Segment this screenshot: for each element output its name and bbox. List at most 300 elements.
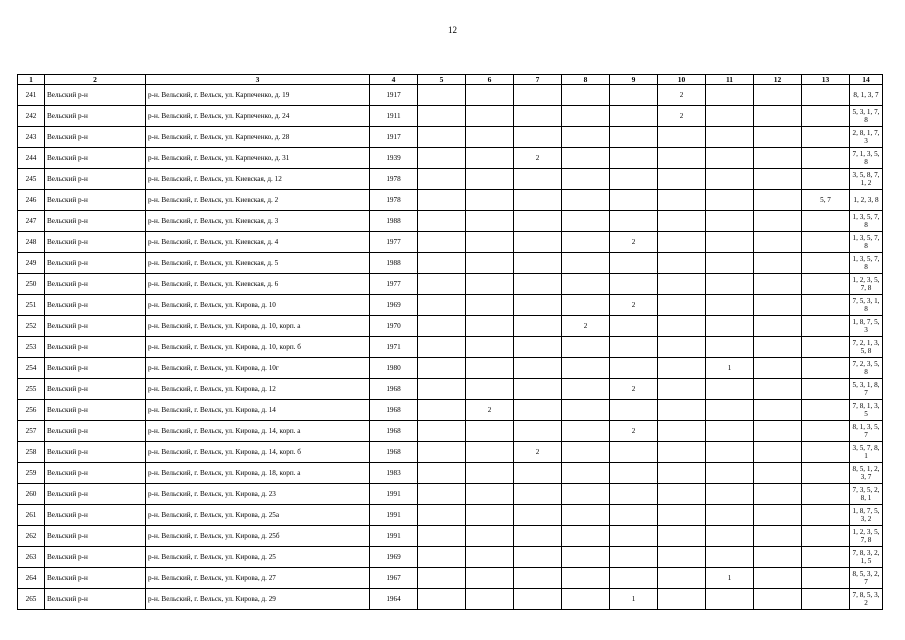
col13-cell xyxy=(802,358,850,379)
col11-cell xyxy=(706,85,754,106)
address-cell: р-н. Вельский, г. Вельск, ул. Киевская, д. 4 xyxy=(146,232,370,253)
table-header xyxy=(18,75,883,85)
col11-cell xyxy=(706,316,754,337)
col7-cell xyxy=(514,505,562,526)
col7-cell xyxy=(514,484,562,505)
col10-cell xyxy=(658,547,706,568)
col7-cell xyxy=(514,295,562,316)
col8-cell xyxy=(562,295,610,316)
col10-cell xyxy=(658,253,706,274)
col6-cell xyxy=(466,85,514,106)
col13-cell xyxy=(802,379,850,400)
col12-cell xyxy=(754,232,802,253)
col12-cell xyxy=(754,211,802,232)
col7-cell: 2 xyxy=(514,442,562,463)
col13-cell xyxy=(802,400,850,421)
row-number-cell: 247 xyxy=(18,211,45,232)
table-row xyxy=(18,526,883,547)
district-cell: Вельский р-н xyxy=(45,85,146,106)
col9-cell xyxy=(610,148,658,169)
col5-cell xyxy=(418,211,466,232)
col14-cell: 7, 2, 3, 5, 8 xyxy=(850,358,883,379)
year-cell: 1968 xyxy=(370,400,418,421)
col5-cell xyxy=(418,148,466,169)
address-cell: р-н. Вельский, г. Вельск, ул. Кирова, д. 14, корп. б xyxy=(146,442,370,463)
col10-cell xyxy=(658,295,706,316)
table-row xyxy=(18,421,883,442)
col8-cell xyxy=(562,547,610,568)
year-cell: 1969 xyxy=(370,295,418,316)
col10-cell xyxy=(658,148,706,169)
column-header-11: 11 xyxy=(706,75,754,85)
address-cell: р-н. Вельский, г. Вельск, ул. Кирова, д. 10, корп. а xyxy=(146,316,370,337)
column-header-2: 2 xyxy=(45,75,146,85)
address-cell: р-н. Вельский, г. Вельск, ул. Киевская, д. 5 xyxy=(146,253,370,274)
table-row xyxy=(18,274,883,295)
col9-cell xyxy=(610,463,658,484)
col14-cell: 1, 2, 3, 8 xyxy=(850,190,883,211)
district-cell: Вельский р-н xyxy=(45,337,146,358)
col6-cell xyxy=(466,337,514,358)
table-row xyxy=(18,106,883,127)
year-cell: 1970 xyxy=(370,316,418,337)
col7-cell xyxy=(514,316,562,337)
col14-cell: 7, 8, 1, 3, 5 xyxy=(850,400,883,421)
district-cell: Вельский р-н xyxy=(45,274,146,295)
col12-cell xyxy=(754,400,802,421)
col14-cell: 5, 3, 1, 8, 7 xyxy=(850,379,883,400)
col5-cell xyxy=(418,421,466,442)
col11-cell xyxy=(706,442,754,463)
col13-cell xyxy=(802,148,850,169)
col13-cell xyxy=(802,232,850,253)
col12-cell xyxy=(754,484,802,505)
column-header-5: 5 xyxy=(418,75,466,85)
table-row xyxy=(18,589,883,610)
district-cell: Вельский р-н xyxy=(45,127,146,148)
col9-cell xyxy=(610,106,658,127)
row-number-cell: 245 xyxy=(18,169,45,190)
col12-cell xyxy=(754,169,802,190)
col6-cell xyxy=(466,274,514,295)
col7-cell xyxy=(514,547,562,568)
district-cell: Вельский р-н xyxy=(45,316,146,337)
col6-cell xyxy=(466,169,514,190)
col7-cell xyxy=(514,379,562,400)
year-cell: 1983 xyxy=(370,463,418,484)
row-number-cell: 241 xyxy=(18,85,45,106)
col13-cell: 5, 7 xyxy=(802,190,850,211)
col7-cell xyxy=(514,106,562,127)
table-row xyxy=(18,232,883,253)
year-cell: 1977 xyxy=(370,274,418,295)
year-cell: 1967 xyxy=(370,568,418,589)
row-number-cell: 246 xyxy=(18,190,45,211)
district-cell: Вельский р-н xyxy=(45,526,146,547)
col5-cell xyxy=(418,463,466,484)
row-number-cell: 255 xyxy=(18,379,45,400)
col14-cell: 5, 3, 1, 7, 8 xyxy=(850,106,883,127)
col14-cell: 7, 5, 3, 1, 8 xyxy=(850,295,883,316)
col14-cell: 1, 8, 7, 5, 3 xyxy=(850,316,883,337)
row-number-cell: 252 xyxy=(18,316,45,337)
col9-cell: 2 xyxy=(610,295,658,316)
year-cell: 1991 xyxy=(370,526,418,547)
row-number-cell: 251 xyxy=(18,295,45,316)
col12-cell xyxy=(754,127,802,148)
col8-cell xyxy=(562,232,610,253)
col11-cell xyxy=(706,148,754,169)
col14-cell: 7, 3, 5, 2, 8, 1 xyxy=(850,484,883,505)
col14-cell: 3, 5, 7, 8, 1 xyxy=(850,442,883,463)
col14-cell: 7, 8, 3, 2, 1, 5 xyxy=(850,547,883,568)
district-cell: Вельский р-н xyxy=(45,358,146,379)
col13-cell xyxy=(802,421,850,442)
col6-cell xyxy=(466,127,514,148)
col6-cell xyxy=(466,148,514,169)
col9-cell: 1 xyxy=(610,589,658,610)
address-cell: р-н. Вельский, г. Вельск, ул. Кирова, д. 10г xyxy=(146,358,370,379)
col14-cell: 1, 3, 5, 7, 8 xyxy=(850,211,883,232)
col12-cell xyxy=(754,295,802,316)
col5-cell xyxy=(418,232,466,253)
col11-cell xyxy=(706,211,754,232)
row-number-cell: 244 xyxy=(18,148,45,169)
col12-cell xyxy=(754,442,802,463)
year-cell: 1991 xyxy=(370,484,418,505)
col10-cell xyxy=(658,337,706,358)
col14-cell: 1, 2, 3, 5, 7, 8 xyxy=(850,274,883,295)
col10-cell xyxy=(658,232,706,253)
column-header-7: 7 xyxy=(514,75,562,85)
col10-cell xyxy=(658,442,706,463)
col10-cell xyxy=(658,379,706,400)
col13-cell xyxy=(802,169,850,190)
col14-cell: 7, 1, 3, 5, 8 xyxy=(850,148,883,169)
col9-cell xyxy=(610,400,658,421)
col7-cell xyxy=(514,463,562,484)
table-row xyxy=(18,169,883,190)
col6-cell xyxy=(466,358,514,379)
col8-cell xyxy=(562,484,610,505)
column-header-12: 12 xyxy=(754,75,802,85)
col9-cell xyxy=(610,169,658,190)
district-cell: Вельский р-н xyxy=(45,148,146,169)
row-number-cell: 258 xyxy=(18,442,45,463)
col7-cell xyxy=(514,253,562,274)
year-cell: 1911 xyxy=(370,106,418,127)
header-row xyxy=(18,75,883,85)
col8-cell xyxy=(562,421,610,442)
col7-cell xyxy=(514,232,562,253)
column-header-9: 9 xyxy=(610,75,658,85)
district-cell: Вельский р-н xyxy=(45,421,146,442)
col8-cell xyxy=(562,106,610,127)
col14-cell: 1, 8, 7, 5, 3, 2 xyxy=(850,505,883,526)
district-cell: Вельский р-н xyxy=(45,463,146,484)
col14-cell: 8, 1, 3, 7 xyxy=(850,85,883,106)
col6-cell xyxy=(466,526,514,547)
column-header-3: 3 xyxy=(146,75,370,85)
col7-cell: 2 xyxy=(514,148,562,169)
col10-cell: 2 xyxy=(658,85,706,106)
year-cell: 1939 xyxy=(370,148,418,169)
row-number-cell: 243 xyxy=(18,127,45,148)
address-cell: р-н. Вельский, г. Вельск, ул. Кирова, д. 25б xyxy=(146,526,370,547)
col10-cell xyxy=(658,190,706,211)
row-number-cell: 249 xyxy=(18,253,45,274)
district-cell: Вельский р-н xyxy=(45,190,146,211)
district-cell: Вельский р-н xyxy=(45,505,146,526)
address-cell: р-н. Вельский, г. Вельск, ул. Карпеченко, д. 24 xyxy=(146,106,370,127)
col11-cell: 1 xyxy=(706,568,754,589)
table-row xyxy=(18,505,883,526)
col12-cell xyxy=(754,274,802,295)
col9-cell xyxy=(610,274,658,295)
col5-cell xyxy=(418,505,466,526)
col6-cell xyxy=(466,379,514,400)
table-row xyxy=(18,463,883,484)
col5-cell xyxy=(418,106,466,127)
address-cell: р-н. Вельский, г. Вельск, ул. Карпеченко, д. 19 xyxy=(146,85,370,106)
col7-cell xyxy=(514,211,562,232)
col6-cell: 2 xyxy=(466,400,514,421)
col8-cell xyxy=(562,127,610,148)
column-header-13: 13 xyxy=(802,75,850,85)
col12-cell xyxy=(754,568,802,589)
district-cell: Вельский р-н xyxy=(45,400,146,421)
table-row xyxy=(18,358,883,379)
address-cell: р-н. Вельский, г. Вельск, ул. Кирова, д. 25а xyxy=(146,505,370,526)
row-number-cell: 248 xyxy=(18,232,45,253)
col6-cell xyxy=(466,253,514,274)
address-cell: р-н. Вельский, г. Вельск, ул. Киевская, д. 12 xyxy=(146,169,370,190)
col6-cell xyxy=(466,211,514,232)
col8-cell xyxy=(562,379,610,400)
col6-cell xyxy=(466,421,514,442)
col12-cell xyxy=(754,85,802,106)
col9-cell xyxy=(610,547,658,568)
col5-cell xyxy=(418,379,466,400)
district-cell: Вельский р-н xyxy=(45,211,146,232)
housing-registry-table xyxy=(17,74,883,610)
col12-cell xyxy=(754,379,802,400)
col13-cell xyxy=(802,568,850,589)
district-cell: Вельский р-н xyxy=(45,106,146,127)
col10-cell xyxy=(658,568,706,589)
col11-cell xyxy=(706,127,754,148)
col13-cell xyxy=(802,505,850,526)
col5-cell xyxy=(418,547,466,568)
table-row xyxy=(18,211,883,232)
row-number-cell: 262 xyxy=(18,526,45,547)
col14-cell: 8, 1, 3, 5, 7 xyxy=(850,421,883,442)
col11-cell xyxy=(706,190,754,211)
table-row xyxy=(18,85,883,106)
col14-cell: 3, 5, 8, 7, 1, 2 xyxy=(850,169,883,190)
col5-cell xyxy=(418,274,466,295)
col5-cell xyxy=(418,127,466,148)
col12-cell xyxy=(754,505,802,526)
col9-cell xyxy=(610,85,658,106)
col9-cell xyxy=(610,442,658,463)
col12-cell xyxy=(754,589,802,610)
address-cell: р-н. Вельский, г. Вельск, ул. Карпеченко, д. 28 xyxy=(146,127,370,148)
col8-cell xyxy=(562,442,610,463)
col5-cell xyxy=(418,169,466,190)
col5-cell xyxy=(418,316,466,337)
col9-cell xyxy=(610,337,658,358)
column-header-10: 10 xyxy=(658,75,706,85)
col12-cell xyxy=(754,148,802,169)
column-header-8: 8 xyxy=(562,75,610,85)
col6-cell xyxy=(466,106,514,127)
col5-cell xyxy=(418,190,466,211)
col9-cell xyxy=(610,127,658,148)
col7-cell xyxy=(514,169,562,190)
district-cell: Вельский р-н xyxy=(45,484,146,505)
col7-cell xyxy=(514,526,562,547)
table-row xyxy=(18,568,883,589)
col6-cell xyxy=(466,316,514,337)
year-cell: 1980 xyxy=(370,358,418,379)
col13-cell xyxy=(802,442,850,463)
col8-cell xyxy=(562,148,610,169)
col5-cell xyxy=(418,337,466,358)
col13-cell xyxy=(802,85,850,106)
col6-cell xyxy=(466,295,514,316)
col7-cell xyxy=(514,85,562,106)
address-cell: р-н. Вельский, г. Вельск, ул. Кирова, д. 25 xyxy=(146,547,370,568)
table-row xyxy=(18,484,883,505)
col9-cell xyxy=(610,484,658,505)
year-cell: 1968 xyxy=(370,379,418,400)
col5-cell xyxy=(418,253,466,274)
column-header-6: 6 xyxy=(466,75,514,85)
col13-cell xyxy=(802,127,850,148)
col10-cell xyxy=(658,505,706,526)
district-cell: Вельский р-н xyxy=(45,568,146,589)
col7-cell xyxy=(514,568,562,589)
col13-cell xyxy=(802,337,850,358)
row-number-cell: 250 xyxy=(18,274,45,295)
address-cell: р-н. Вельский, г. Вельск, ул. Кирова, д. 18, корп. а xyxy=(146,463,370,484)
col8-cell xyxy=(562,589,610,610)
table-row xyxy=(18,316,883,337)
district-cell: Вельский р-н xyxy=(45,379,146,400)
col12-cell xyxy=(754,463,802,484)
col13-cell xyxy=(802,316,850,337)
col9-cell: 2 xyxy=(610,379,658,400)
table-row xyxy=(18,547,883,568)
col8-cell xyxy=(562,211,610,232)
col7-cell xyxy=(514,337,562,358)
col7-cell xyxy=(514,589,562,610)
col13-cell xyxy=(802,547,850,568)
year-cell: 1969 xyxy=(370,547,418,568)
col8-cell: 2 xyxy=(562,316,610,337)
row-number-cell: 253 xyxy=(18,337,45,358)
district-cell: Вельский р-н xyxy=(45,295,146,316)
col11-cell xyxy=(706,400,754,421)
col5-cell xyxy=(418,568,466,589)
year-cell: 1917 xyxy=(370,85,418,106)
col5-cell xyxy=(418,526,466,547)
col13-cell xyxy=(802,463,850,484)
col8-cell xyxy=(562,169,610,190)
col11-cell xyxy=(706,589,754,610)
col11-cell xyxy=(706,505,754,526)
col14-cell: 1, 3, 5, 7, 8 xyxy=(850,253,883,274)
col13-cell xyxy=(802,106,850,127)
col11-cell xyxy=(706,274,754,295)
col7-cell xyxy=(514,127,562,148)
col8-cell xyxy=(562,400,610,421)
col9-cell xyxy=(610,568,658,589)
col9-cell: 2 xyxy=(610,232,658,253)
col12-cell xyxy=(754,358,802,379)
col8-cell xyxy=(562,85,610,106)
col11-cell xyxy=(706,253,754,274)
col14-cell: 8, 5, 3, 2, 7 xyxy=(850,568,883,589)
row-number-cell: 259 xyxy=(18,463,45,484)
address-cell: р-н. Вельский, г. Вельск, ул. Кирова, д. 12 xyxy=(146,379,370,400)
col9-cell xyxy=(610,505,658,526)
year-cell: 1977 xyxy=(370,232,418,253)
col8-cell xyxy=(562,274,610,295)
col14-cell: 7, 8, 5, 3, 2 xyxy=(850,589,883,610)
col11-cell xyxy=(706,526,754,547)
col11-cell: 1 xyxy=(706,358,754,379)
col5-cell xyxy=(418,85,466,106)
col14-cell: 7, 2, 1, 3, 5, 8 xyxy=(850,337,883,358)
col11-cell xyxy=(706,106,754,127)
col11-cell xyxy=(706,379,754,400)
year-cell: 1991 xyxy=(370,505,418,526)
col6-cell xyxy=(466,484,514,505)
col11-cell xyxy=(706,421,754,442)
address-cell: р-н. Вельский, г. Вельск, ул. Кирова, д. 10, корп. б xyxy=(146,337,370,358)
row-number-cell: 261 xyxy=(18,505,45,526)
col13-cell xyxy=(802,484,850,505)
address-cell: р-н. Вельский, г. Вельск, ул. Киевская, д. 3 xyxy=(146,211,370,232)
year-cell: 1988 xyxy=(370,211,418,232)
col10-cell xyxy=(658,484,706,505)
col10-cell xyxy=(658,400,706,421)
col11-cell xyxy=(706,337,754,358)
col14-cell: 1, 3, 5, 7, 8 xyxy=(850,232,883,253)
col11-cell xyxy=(706,463,754,484)
year-cell: 1968 xyxy=(370,421,418,442)
col9-cell xyxy=(610,358,658,379)
col6-cell xyxy=(466,568,514,589)
district-cell: Вельский р-н xyxy=(45,253,146,274)
col9-cell: 2 xyxy=(610,421,658,442)
year-cell: 1968 xyxy=(370,442,418,463)
address-cell: р-н. Вельский, г. Вельск, ул. Кирова, д. 14 xyxy=(146,400,370,421)
col8-cell xyxy=(562,358,610,379)
col5-cell xyxy=(418,484,466,505)
address-cell: р-н. Вельский, г. Вельск, ул. Киевская, д. 2 xyxy=(146,190,370,211)
column-header-14: 14 xyxy=(850,75,883,85)
col12-cell xyxy=(754,337,802,358)
year-cell: 1971 xyxy=(370,337,418,358)
district-cell: Вельский р-н xyxy=(45,442,146,463)
col8-cell xyxy=(562,568,610,589)
col12-cell xyxy=(754,190,802,211)
col14-cell: 8, 5, 1, 2, 3, 7 xyxy=(850,463,883,484)
col5-cell xyxy=(418,358,466,379)
